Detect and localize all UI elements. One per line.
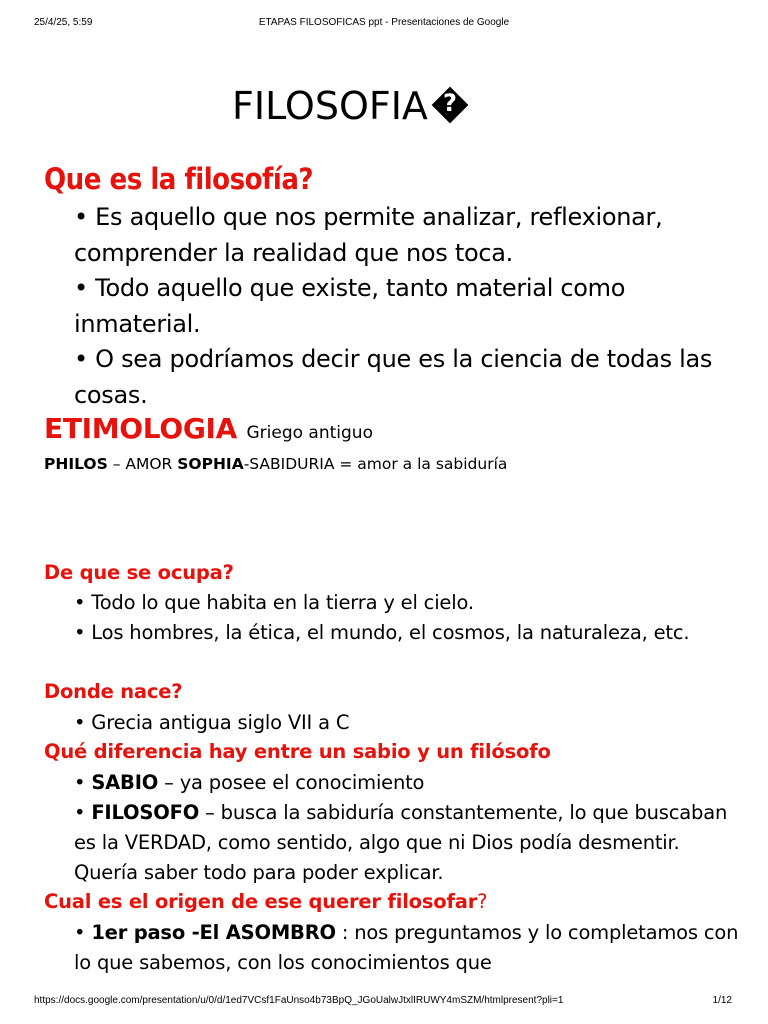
list-item: • Todo lo que habita en la tierra y el cielo. <box>74 591 474 614</box>
etimologia-sub: Griego antiguo <box>246 423 373 443</box>
list-item-asombro: • 1er paso -El ASOMBRO : nos preguntamos y lo completamos con lo que sabemos, con los conocimientos que <box>74 921 739 974</box>
print-doc-title: ETAPAS FILOSOFICAS ppt - Presentaciones de Google <box>258 17 510 28</box>
list-item: • Los hombres, la ética, el mundo, el cosmos, la naturaleza, etc. <box>74 621 690 644</box>
etimologia-label: ETIMOLOGIA <box>44 412 238 445</box>
section-heading-diferencia: Qué diferencia hay entre un sabio y un filósofo <box>44 740 551 763</box>
definition-bullet: • Todo aquello que existe, tanto material como inmaterial. <box>74 274 626 338</box>
section-diferencia-list <box>74 768 744 888</box>
section-heading-ocupa: De que se ocupa? <box>44 561 234 584</box>
list-item: • Grecia antigua siglo VII a C <box>74 711 350 734</box>
section-nace-list <box>74 708 744 738</box>
filosofo-label: FILOSOFO <box>91 801 200 824</box>
sophia-word: SOPHIA <box>177 455 244 473</box>
definition-bullet: • Es aquello que nos permite analizar, reflexionar, comprender la realidad que nos toca. <box>74 203 663 267</box>
section-ocupa-list <box>74 588 744 648</box>
definition-list <box>74 200 734 413</box>
print-url: https://docs.google.com/presentation/u/0/d/1ed7VCsf1FaUnso4b73BpQ_JGoUalwJtxlIRUWY4mSZM/htmlpresent?pli=1 <box>34 995 564 1006</box>
slide-title-text: FILOSOFIA <box>232 84 428 128</box>
print-page-number: 1/12 <box>712 995 732 1006</box>
print-datetime: 25/4/25, 5:59 <box>34 17 93 28</box>
question-que-es: Que es la filosofía? <box>44 162 314 196</box>
sabio-label: SABIO <box>91 771 159 794</box>
asombro-label: 1er paso -El ASOMBRO <box>91 921 336 944</box>
etimologia-heading <box>44 412 373 445</box>
slide-title <box>0 84 700 128</box>
section-origen-list <box>74 918 744 978</box>
definition-bullet: • O sea podríamos decir que es la ciencia de todas las cosas. <box>74 345 713 409</box>
philos-word: PHILOS <box>44 455 108 473</box>
philos-meaning: – AMOR <box>107 455 178 473</box>
section-heading-origen: Cual es el origen de ese querer filosofar? <box>44 890 488 913</box>
list-item-filosofo: • FILOSOFO – busca la sabiduría constantemente, lo que buscaban es la VERDAD, como sentido, algo que ni Dios podía desmentir. Quería saber todo para poder explicar. <box>74 801 728 884</box>
etymology-line <box>44 455 507 473</box>
section-heading-nace: Donde nace? <box>44 680 183 703</box>
replacement-char-icon: ? <box>432 87 468 123</box>
sophia-meaning: -SABIDURIA = amor a la sabiduría <box>243 455 508 473</box>
list-item-sabio: • SABIO – ya posee el conocimiento <box>74 771 425 794</box>
